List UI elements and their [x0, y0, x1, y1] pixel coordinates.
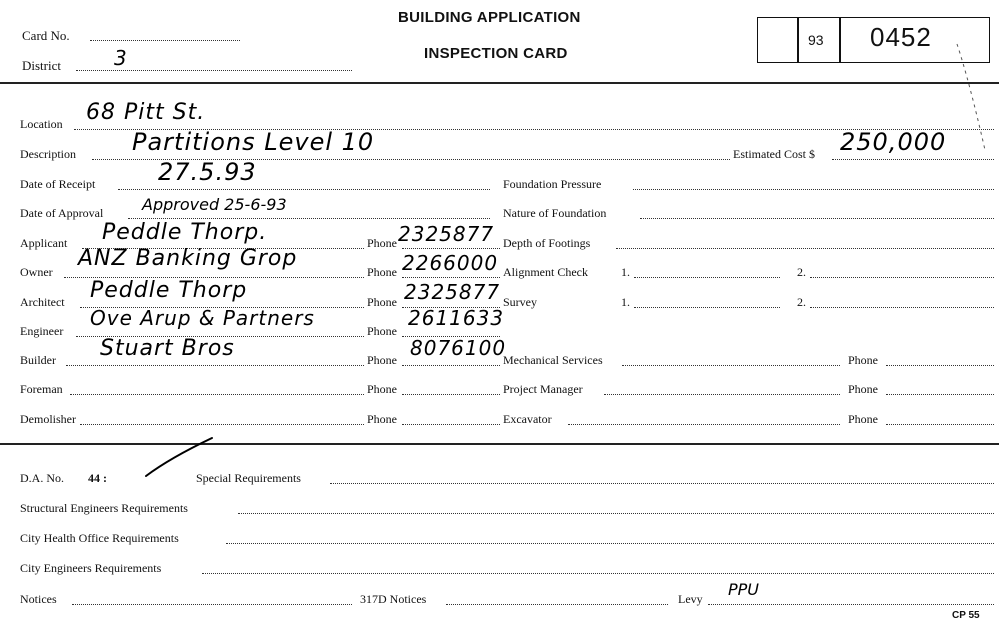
card-number-year: 93 — [808, 32, 824, 48]
form-title-line2: INSPECTION CARD — [424, 45, 568, 62]
card-number-value: 0452 — [870, 22, 932, 52]
city-engineers-requirements-field[interactable] — [202, 573, 994, 574]
card-no-field[interactable] — [90, 40, 240, 41]
special-requirements-field[interactable] — [330, 483, 994, 484]
alignment-1-field[interactable] — [634, 277, 780, 278]
date-receipt-label: Date of Receipt — [20, 177, 96, 191]
levy-label: Levy — [678, 592, 703, 606]
excavator-label: Excavator — [503, 412, 552, 426]
builder-phone-label: Phone — [367, 353, 397, 367]
handwritten-slash-mark — [140, 432, 220, 482]
survey-1-field[interactable] — [634, 307, 780, 308]
depth-footings-label: Depth of Footings — [503, 236, 591, 250]
applicant-phone-value: 2325877 — [398, 222, 495, 246]
applicant-value: Peddle Thorp. — [102, 220, 268, 245]
estimated-cost-value: 250,000 — [840, 128, 947, 156]
date-approval-value: Approved 25-6-93 — [142, 195, 287, 214]
special-requirements-label: Special Requirements — [196, 471, 301, 485]
survey-1-label: 1. — [621, 295, 630, 309]
foreman-field[interactable] — [70, 394, 364, 395]
form-title-line1: BUILDING APPLICATION — [398, 9, 581, 26]
mechanical-label: Mechanical Services — [503, 353, 603, 367]
mechanical-phone-field[interactable] — [886, 365, 994, 366]
owner-phone-field[interactable] — [402, 277, 500, 278]
project-manager-field[interactable] — [604, 394, 840, 395]
notices-label: Notices — [20, 592, 57, 606]
architect-phone-label: Phone — [367, 295, 397, 309]
card-number-box-blank — [757, 17, 799, 63]
alignment-2-label: 2. — [797, 265, 806, 279]
mechanical-phone-label: Phone — [848, 353, 878, 367]
demolisher-phone-field[interactable] — [402, 424, 500, 425]
city-engineers-requirements-label: City Engineers Requirements — [20, 561, 162, 575]
location-value: 68 Pitt St. — [86, 100, 206, 125]
nature-foundation-field[interactable] — [640, 218, 994, 219]
depth-footings-field[interactable] — [616, 248, 994, 249]
engineer-phone-value: 2611633 — [408, 306, 505, 330]
date-approval-label: Date of Approval — [20, 206, 104, 220]
alignment-check-label: Alignment Check — [503, 265, 588, 279]
foreman-label: Foreman — [20, 382, 63, 396]
estimated-cost-label: Estimated Cost $ — [733, 147, 815, 161]
architect-label: Architect — [20, 295, 65, 309]
district-value: 3 — [114, 46, 128, 70]
demolisher-field[interactable] — [80, 424, 364, 425]
health-requirements-field[interactable] — [226, 543, 994, 544]
engineer-phone-label: Phone — [367, 324, 397, 338]
levy-value: PPU — [728, 580, 760, 599]
location-label: Location — [20, 117, 63, 131]
survey-2-label: 2. — [797, 295, 806, 309]
excavator-phone-label: Phone — [848, 412, 878, 426]
district-field[interactable] — [76, 70, 352, 71]
district-label: District — [22, 58, 61, 73]
architect-phone-value: 2325877 — [404, 280, 501, 304]
survey-2-field[interactable] — [810, 307, 994, 308]
structural-requirements-field[interactable] — [238, 513, 994, 514]
header-divider — [0, 82, 999, 84]
builder-field[interactable] — [66, 365, 364, 366]
notices-317d-label: 317D Notices — [360, 592, 427, 606]
builder-phone-value: 8076100 — [410, 336, 507, 360]
notices-317d-field[interactable] — [446, 604, 668, 605]
date-approval-field[interactable] — [128, 218, 490, 219]
health-requirements-label: City Health Office Requirements — [20, 531, 179, 545]
levy-field[interactable] — [708, 604, 994, 605]
description-value: Partitions Level 10 — [132, 128, 375, 156]
excavator-field[interactable] — [568, 424, 840, 425]
survey-label: Survey — [503, 295, 537, 309]
date-receipt-value: 27.5.93 — [158, 158, 257, 186]
owner-phone-label: Phone — [367, 265, 397, 279]
applicant-label: Applicant — [20, 236, 68, 250]
card-no-label: Card No. — [22, 28, 70, 43]
builder-value: Stuart Bros — [100, 336, 235, 361]
form-code: CP 55 — [952, 610, 980, 621]
owner-label: Owner — [20, 265, 53, 279]
builder-phone-field[interactable] — [402, 365, 500, 366]
foundation-pressure-field[interactable] — [633, 189, 994, 190]
engineer-label: Engineer — [20, 324, 64, 338]
project-manager-phone-field[interactable] — [886, 394, 994, 395]
demolisher-phone-label: Phone — [367, 412, 397, 426]
margin-dashed-mark — [955, 40, 999, 160]
da-no-value: 44 : — [88, 471, 107, 485]
project-manager-phone-label: Phone — [848, 382, 878, 396]
applicant-phone-field[interactable] — [402, 248, 500, 249]
description-label: Description — [20, 147, 76, 161]
applicant-phone-label: Phone — [367, 236, 397, 250]
foundation-pressure-label: Foundation Pressure — [503, 177, 602, 191]
demolisher-label: Demolisher — [20, 412, 76, 426]
excavator-phone-field[interactable] — [886, 424, 994, 425]
architect-value: Peddle Thorp — [90, 278, 248, 303]
alignment-2-field[interactable] — [810, 277, 994, 278]
structural-requirements-label: Structural Engineers Requirements — [20, 501, 188, 515]
builder-label: Builder — [20, 353, 56, 367]
date-receipt-field[interactable] — [118, 189, 490, 190]
mechanical-field[interactable] — [622, 365, 840, 366]
engineer-value: Ove Arup & Partners — [90, 306, 315, 330]
notices-field[interactable] — [72, 604, 352, 605]
da-no-label: D.A. No. — [20, 471, 64, 485]
alignment-1-label: 1. — [621, 265, 630, 279]
owner-value: ANZ Banking Grop — [78, 246, 298, 271]
foreman-phone-label: Phone — [367, 382, 397, 396]
foreman-phone-field[interactable] — [402, 394, 500, 395]
project-manager-label: Project Manager — [503, 382, 583, 396]
owner-phone-value: 2266000 — [402, 251, 499, 275]
nature-foundation-label: Nature of Foundation — [503, 206, 607, 220]
